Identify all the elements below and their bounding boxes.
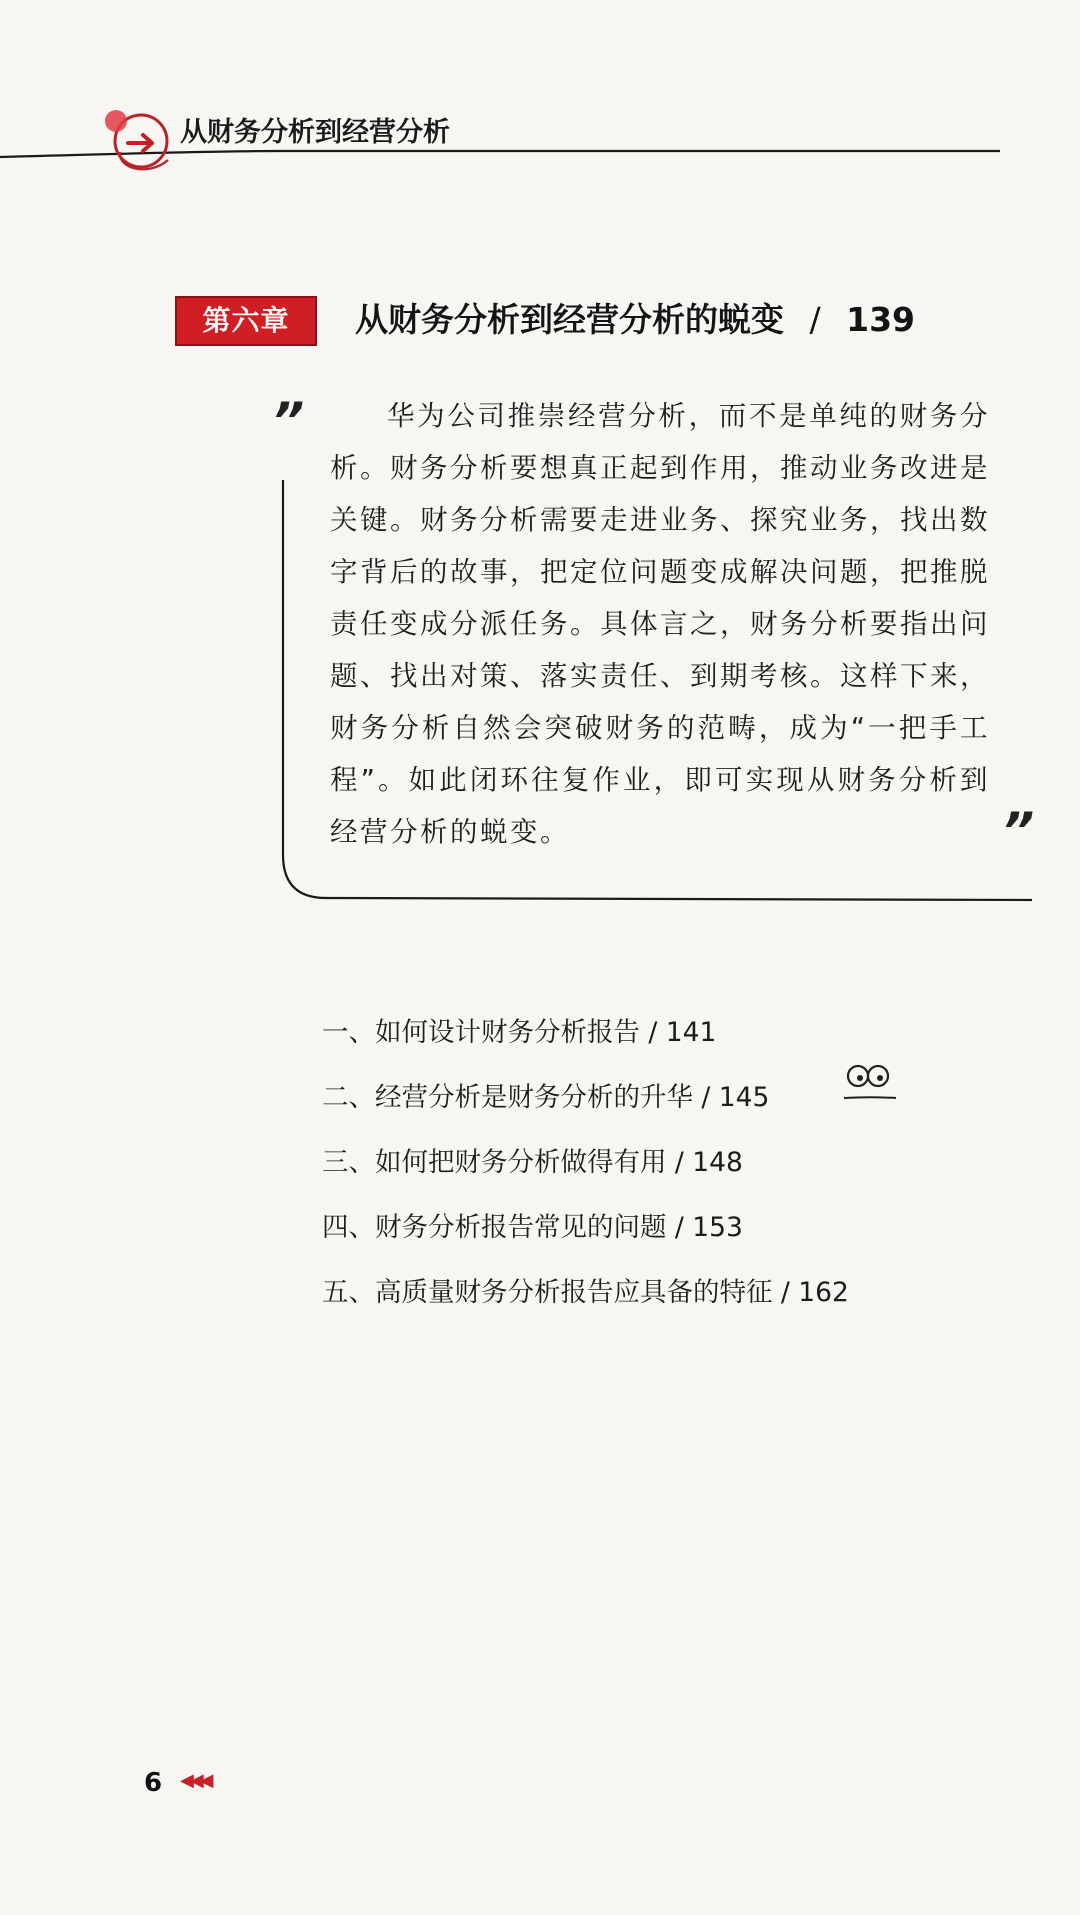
- section-item[interactable]: 四、财务分析报告常见的问题 / 153: [322, 1212, 743, 1243]
- page-number: 6: [144, 1768, 163, 1798]
- close-quote-mark: ”: [1002, 802, 1035, 860]
- section-item[interactable]: 一、如何设计财务分析报告 / 141: [322, 1017, 717, 1048]
- open-quote-mark: ”: [272, 392, 305, 450]
- section-item[interactable]: 三、如何把财务分析做得有用 / 148: [322, 1147, 743, 1178]
- eyes-doodle-icon: [842, 1062, 898, 1106]
- section-item[interactable]: 五、高质量财务分析报告应具备的特征 / 162: [322, 1277, 849, 1308]
- chapter-tag: 第六章: [175, 296, 317, 346]
- section-item[interactable]: 二、经营分析是财务分析的升华 / 145: [322, 1082, 770, 1113]
- running-header-title: 从财务分析到经营分析: [180, 117, 450, 148]
- chapter-separator: /: [809, 300, 821, 339]
- chapter-page: 139: [846, 300, 916, 339]
- chapter-title: 从财务分析到经营分析的蜕变: [355, 300, 784, 339]
- back-arrows-icon: ◀◀◀: [180, 1770, 210, 1791]
- section-list: [322, 1000, 849, 1325]
- chapter-summary-text: 华为公司推崇经营分析，而不是单纯的财务分析。财务分析要想真正起到作用，推动业务改进是关键。财务分析需要走进业务、探究业务，找出数字背后的故事，把定位问题变成解决问题，把推脱责任变成分派任务。具体言之，财务分析要指出问题、找出对策、落实责任、到期考核。这样下来，财务分析自然会突破财务的范畴，成为“一把手工程”。如此闭环往复作业，即可实现从财务分析到经营分析的蜕变。: [330, 400, 990, 848]
